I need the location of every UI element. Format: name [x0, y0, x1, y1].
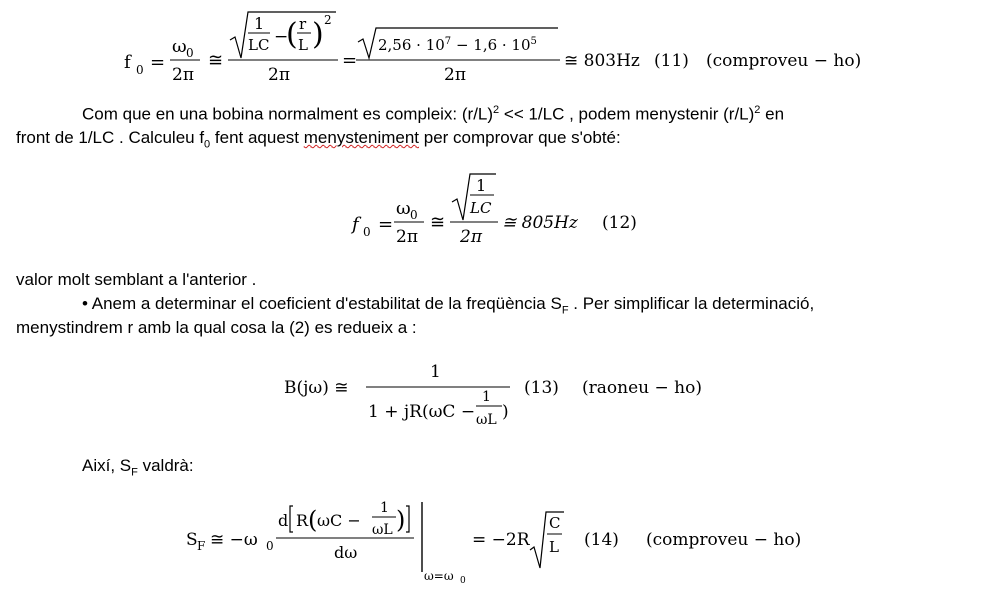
eq12-equals: =: [378, 214, 394, 235]
para3-text: Així, $S_F$ valdrà:: [82, 456, 194, 479]
eq14-approx: ≅ −ω: [210, 530, 258, 550]
eq14-paren-close: ): [396, 506, 406, 534]
eq11-result: ≅ 803Hz: [564, 51, 640, 71]
equation-12: [346, 170, 666, 254]
eq11-paren-close: ): [312, 17, 324, 52]
eq14-d: d: [278, 511, 289, 530]
eq14-lhs: S: [186, 530, 198, 550]
eq12-two-pi-1: 2π: [396, 227, 418, 247]
eq12-result: ≅ 805Hz: [502, 213, 578, 233]
eq14-omegac: ωC −: [317, 511, 361, 530]
eq11-approx: ≅: [208, 50, 224, 71]
eq14-approx-sub: 0: [266, 539, 274, 553]
eq14-r: R: [296, 511, 309, 530]
eq13-lhs: B(jω) ≅: [284, 378, 349, 398]
spellcheck-word: menysteniment: [303, 128, 420, 147]
eq12-lc: LC: [470, 199, 492, 217]
eq12-lhs-sub: 0: [363, 225, 371, 239]
eq13-den: 1 + jR(ωC −: [368, 402, 476, 422]
equation-11: [118, 8, 878, 88]
eq14-lhs-sub: F: [197, 539, 206, 553]
eq11-lc: LC: [248, 36, 270, 54]
eq14-frac-den: ωL: [372, 522, 393, 538]
equation-14: [184, 494, 824, 586]
para2-line2: • Anem a determinar el coeficient d'estabilitat de la freqüència $S_F$ . Per simplificar la determinació,: [82, 294, 815, 317]
eq11-equals-2: =: [342, 50, 358, 71]
eq13-den-close: ): [502, 402, 509, 422]
para2-line3: menystindrem r amb la qual cosa la (2) es redueix a :: [16, 318, 417, 337]
para1-line2: front de 1/LC . Calculeu $f_0$ fent aquest menysteniment per comprovar que s'obté:: [16, 128, 621, 151]
eq11-square: 2: [324, 13, 332, 27]
eq14-frac-num: 1: [380, 500, 389, 516]
eq11-omega-sub: 0: [186, 46, 194, 60]
eq13-number: (13): [524, 378, 559, 398]
equation-13: [280, 356, 720, 434]
eq14-domega: dω: [334, 543, 358, 562]
eq12-omega-sub: 0: [410, 208, 418, 222]
eq11-paren-open: (: [286, 17, 298, 52]
eq13-den-frac-num: 1: [482, 389, 491, 405]
eq11-two-pi-3: 2π: [444, 65, 466, 85]
eq11-l: L: [298, 36, 308, 54]
eq14-eval-sub: 0: [460, 576, 466, 586]
eq13-den-frac-den: ωL: [476, 412, 497, 428]
eq11-minus: −: [274, 27, 289, 47]
eq11-two-pi-2: 2π: [268, 65, 290, 85]
eq11-lhs-sub: 0: [136, 63, 144, 77]
eq12-omega: ω: [396, 198, 411, 219]
eq13-note: (raoneu − ho): [582, 378, 702, 398]
eq12-two-pi-2: 2π: [460, 227, 482, 247]
eq14-paren-open: (: [308, 506, 318, 534]
eq11-two-pi-1: 2π: [172, 65, 194, 85]
eq11-number: (11): [654, 51, 689, 71]
eq11-one: 1: [254, 14, 265, 33]
para2-line1: valor molt semblant a l'anterior .: [16, 270, 257, 289]
eq14-c: C: [549, 514, 561, 532]
eq14-note: (comproveu − ho): [646, 530, 802, 550]
eq11-numeric: $2,56 \cdot 10^7 - 1,6 \cdot 10^5$: [378, 36, 537, 54]
para1-line1: Com que en una bobina normalment es compleix: $(r/L)^2 << 1/LC$ , podem menystenir $(r/L)^2$ en: [82, 104, 785, 124]
eq14-eval: ω=ω: [424, 569, 454, 583]
eq11-omega: ω: [172, 36, 187, 57]
eq12-number: (12): [602, 213, 637, 233]
eq11-equals: =: [150, 52, 166, 73]
eq11-lhs: f: [124, 52, 131, 73]
eq11-note: (comproveu − ho): [706, 51, 862, 71]
eq14-l: L: [549, 538, 559, 556]
eq13-num: 1: [430, 362, 441, 382]
eq14-eq-rhs: = −2R: [472, 530, 530, 550]
eq12-one: 1: [476, 176, 487, 195]
eq12-lhs: f: [352, 214, 359, 235]
eq12-approx: ≅: [430, 212, 446, 233]
eq11-r: r: [299, 15, 307, 33]
eq14-number: (14): [584, 530, 619, 550]
